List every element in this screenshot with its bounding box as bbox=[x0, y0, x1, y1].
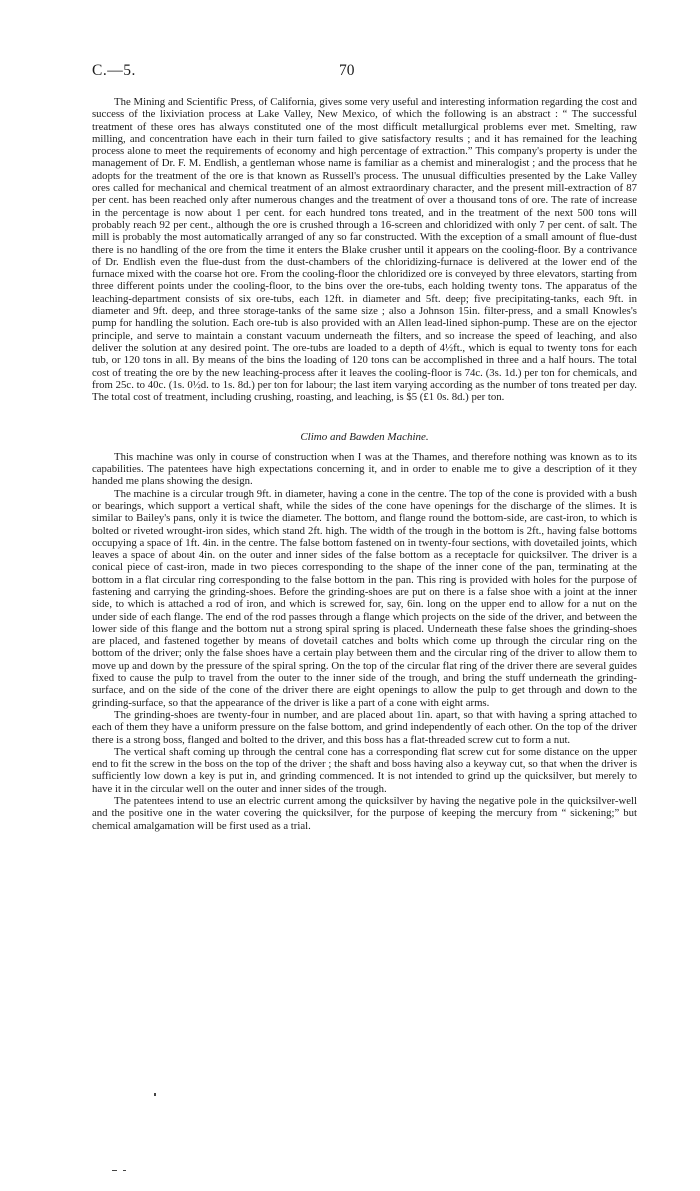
machine-paragraph-5: The patentees intend to use an electric current among the quicksilver by having the negative pole in the quicksilver-well and the positive one in the water covering the quicksilver, for the purpose of keeping the mercury from “ sickening;” but chemical amalgamation will be first used as a trial. bbox=[92, 795, 637, 832]
machine-paragraph-2: The machine is a circular trough 9ft. in diameter, having a cone in the centre. The top of the cone is provided with a bush or bearings, which support a vertical shaft, while the sides of the cone have openings for the discharge of the slimes. It is similar to Bailey's pans, only it is twice the diameter. The bottom, and flange round the bottom-side, are cast-iron, to which is bolted or riveted wrought-iron sides, which stand 2ft. high. The width of the trough in the bottom is 2ft., having false bottoms occupying a space of 1ft. 4in. in the centre. The false bottom fastened on in twenty-four sections, with dovetailed joints, which leaves a space of about 4in. on the outer and inner sides of the false bottom as a receptacle for quicksilver. The driver is a conical piece of cast-iron, made in two pieces corresponding to the shape of the inner cone of the pan, terminating at the bottom in a flat circular ring corresponding to the false bottom in the pan. This ring is provided with holes for the purpose of fastening and carrying the grinding-shoes. Before the grinding-shoes are put on there is a false shoe with a joint at the inner side, to which is attached a rod of iron, and which is screwed for, say, 6in. long on the upper end to allow for a nut on the under side of each flange. The end of the rod passes through a flange which projects on the side of the driver, and between the lower side of this flange and the bottom nut a strong spiral spring is placed. Underneath these false shoes the grinding-shoes are placed, and fastened together by means of dovetail catches and bolts which come up through the circular ring on the bottom of the driver; only the false shoes have a certain play between them and the circular ring of the driver to allow them to move up and down by the pressure of the spiral spring. On the top of the circular flat ring of the driver there are several guides fixed to cause the pulp to travel from the outer to the inner side of the trough, and bring the stuff underneath the grinding-surface, and on the side of the cone of the driver there are eight openings to allow the pulp to get through and down to the grinding-surface, so that the appearance of the driver is like a part of a cone with eight arms. bbox=[92, 487, 637, 709]
print-speck bbox=[154, 1093, 156, 1096]
page-number: 70 bbox=[339, 62, 355, 79]
print-speck bbox=[112, 1170, 117, 1171]
machine-paragraph-1: This machine was only in course of construction when I was at the Thames, and therefore nothing was known as to its capabilities. The patentees have high expectations concerning it, and in order to enable me to give a description of it they handed me plans showing the design. bbox=[92, 450, 637, 488]
machine-paragraph-4: The vertical shaft coming up through the central cone has a corresponding flat screw cut for some distance on the upper end to fit the screw in the boss on the top of the driver ; the shaft and boss having also a keyway cut, so that when the driver is sufficiently low down a key is put in, and grinding commenced. It is not intended to grind up the quicksilver, but merely to have it in the circular well on the outer and inner sides of the trough. bbox=[92, 745, 637, 795]
section-heading: Climo and Bawden Machine. bbox=[300, 431, 429, 444]
document-id: C.—5. bbox=[92, 62, 136, 79]
page-header bbox=[92, 62, 637, 82]
page-body bbox=[92, 96, 637, 832]
print-speck bbox=[123, 1170, 126, 1171]
machine-paragraph-3: The grinding-shoes are twenty-four in number, and are placed about 1in. apart, so that with having a spring attached to each of them they have a uniform pressure on the false bottom, and grind independently of each other. On the top of the driver there is a strong boss, flanged and bolted to the driver, and this boss has a flat-threaded screw cut to form a nut. bbox=[92, 708, 637, 746]
lixiviation-paragraph: The Mining and Scientific Press, of California, gives some very useful and interesting information regarding the cost and success of the lixiviation process at Lake Valley, New Mexico, of which the following is an abstract : “ The successful treatment of these ores has always constituted one of the most difficult metallurgical problems ever met. Smelting, raw milling, and concentration have each in their turn failed to give satisfactory results ; and it has remained for the leaching process alone to meet the requirements of economy and high percentage of extraction.” This company's property is under the management of Dr. F. M. Endlish, a gentleman whose name is familiar as a chemist and mineralogist ; and the process that he adopts for the treatment of the ore is that known as Russell's process. The unusual difficulties presented by the Lake Valley ores called for mechanical and chemical treatment of an almost extraordinary character, and the present mill-extraction of 87 per cent. has been reached only after numerous changes and the treatment of over a thousand tons of ore. The rate of increase in the percentage is now about 1 per cent. for each hundred tons treated, and in the treatment of the next 500 tons will probably reach 92 per cent., although the ore is crushed through a 16-screen and chloridized with only 7 per cent. of salt. The mill is probably the most automatically arranged of any so far constructed. With the exception of a small amount of flue-dust there is no handling of the ore from the time it enters the Blake crusher until it appears on the cooling-floor. By a contrivance of Dr. Endlish even the flue-dust from the dust-chambers of the chloridizing-furnace is delivered at the lower end of the furnace mixed with the coarse hot ore. From the cooling-floor the chloridized ore is conveyed by three elevators, starting from three different points under the cooling-floor, to the bins over the ore-tubs, each holding twenty tons. The apparatus of the leaching-department consists of six ore-tubs, each 12ft. in diameter and 5ft. deep; five precipitating-tanks, each 9ft. in diameter and 9ft. deep, and three storage-tanks of the same size ; also a Johnson 15in. filter-press, and a small Knowles's pump for handling the solution. Each ore-tub is also provided with an Allen lead-lined siphon-pump. These are on the ejector principle, and serve to maintain a constant vacuum underneath the filters, and so increase the speed of leaching, and also deliver the solution at any desired point. The ore-tubs are loaded to a depth of 4½ft., which is equal to twenty tons for each tub, or 120 tons in all. By means of the bins the loading of 120 tons can be accomplished in three and a half hours. The total cost of treating the ore by the new leaching-process after it leaves the cooling-floor is 74c. (3s. 1d.) per ton for chemicals, and from 25c. to 40c. (1s. 0½d. to 1s. 8d.) per ton for labour; the last item varying according as the number of tons treated per day. The total cost of treatment, including crushing, roasting, and leaching, is $5 (£1 0s. 8d.) per ton. bbox=[92, 96, 637, 404]
